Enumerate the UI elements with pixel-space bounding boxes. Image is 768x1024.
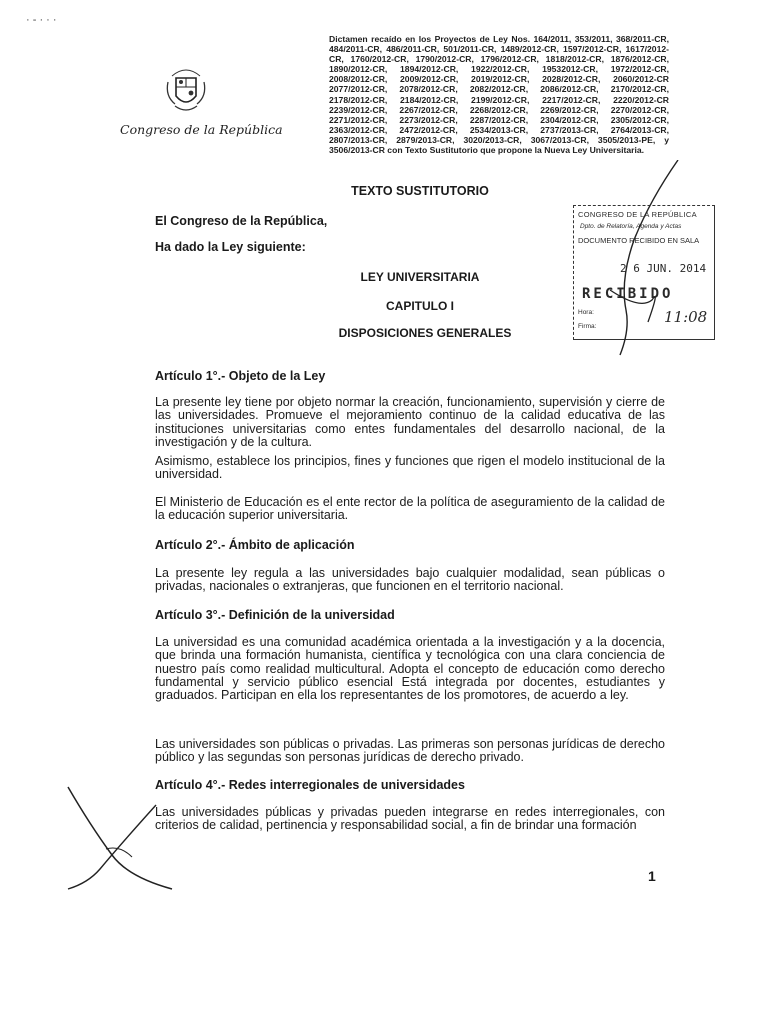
chapter-heading: CAPITULO I: [386, 299, 454, 313]
coat-of-arms-icon: [163, 62, 209, 116]
article-1-paragraph-1: La presente ley tiene por objeto normar la creación, funcionamiento, supervisión y cierre de las universidades. Promueve el mejoramiento continuo de la calidad educativa de las instituciones universitarias como entes fundamentales del desarrollo nacional, de la investigación y de la cultura.: [155, 395, 665, 449]
stamp-department: Dpto. de Relatoría, Agenda y Actas: [580, 223, 682, 230]
ley-line: Ha dado la Ley siguiente:: [155, 240, 306, 254]
stamp-time: 11:08: [664, 308, 708, 326]
stamp-firma-label: Firma:: [578, 323, 597, 330]
article-3-heading: Artículo 3°.- Definición de la universidad: [155, 608, 395, 622]
article-3-paragraph-2: Las universidades son públicas o privadas. Las primeras son personas jurídicas de derecho público y las segundas son personas jurídicas de derecho privado.: [155, 737, 665, 765]
article-1-heading: Artículo 1°.- Objeto de la Ley: [155, 369, 326, 383]
stamp-date: 2 6 JUN. 2014: [620, 262, 707, 275]
congreso-line: El Congreso de la República,: [155, 214, 328, 228]
section-heading: DISPOSICIONES GENERALES: [338, 326, 512, 340]
ley-title: LEY UNIVERSITARIA: [360, 270, 480, 284]
dictamen-reference: Dictamen recaído en los Proyectos de Ley Nos. 164/2011, 353/2011, 368/2011-CR, 484/2011-CR, 486/2011-CR, 501/2011-CR, 1489/2012-CR, 1597/2012-CR, 1617/2012-CR, 1760/2012-CR, 1790/2012-CR, 1796/2012-CR, 1818/2012-CR, 1876/2012-CR, 1890/2012-CR, 1894/2012-CR, 1922/2012-CR, 19532012-CR, 1972/2012-CR, 2008/2012-CR, 2009/2012-CR, 2019/2012-CR, 2028/2012-CR, 2060/2012-CR 2077/2012-CR, 2078/2012-CR, 2082/2012-CR, 2086/2012-CR, 2170/2012-CR, 2178/2012-CR, 2184/2012-CR, 2199/2012-CR, 2217/2012-CR, 2220/2012-CR 2239/2012-CR, 2267/2012-CR, 2268/2012-CR, 2269/2012-CR, 2270/2012-CR, 2271/2012-CR, 2273/2012-CR, 2287/2012-CR, 2304/2012-CR, 2305/2012-CR, 2363/2012-CR, 2472/2012-CR, 2534/2013-CR, 2737/2013-CR, 2764/2013-CR, 2807/2013-CR, 2879/2013-CR, 3020/2013-CR, 3067/2013-CR, 3505/2013-PE, y 3506/2013-CR con Texto Sustitutorio que propone la Nueva Ley Universitaria.: [329, 34, 669, 156]
article-1-paragraph-3: El Ministerio de Educación es el ente rector de la política de aseguramiento de la calidad de la educación superior universitaria.: [155, 495, 665, 523]
stamp-institution: CONGRESO DE LA REPÚBLICA: [578, 210, 697, 219]
stamp-recibido: RECIBIDO: [582, 286, 674, 302]
page-number: 1: [648, 868, 656, 884]
stamp-hora-label: Hora:: [578, 309, 594, 316]
stray-marks: · - · · ·: [26, 14, 57, 26]
signature-initials: [60, 785, 180, 895]
article-2-paragraph-1: La presente ley regula a las universidades bajo cualquier modalidad, sean públicas o privadas, nacionales o extranjeras, que funcionen en el territorio nacional.: [155, 566, 665, 594]
article-1-paragraph-2: Asimismo, establece los principios, fines y funciones que rigen el modelo institucional de la universidad.: [155, 454, 665, 482]
texto-sustitutorio-heading: TEXTO SUSTITUTORIO: [351, 184, 489, 198]
article-4-paragraph-1: Las universidades públicas y privadas pueden integrarse en redes interregionales, con criterios de calidad, pertinencia y responsabilidad social, a fin de brindar una formación: [155, 805, 665, 833]
institution-name: Congreso de la República: [120, 122, 283, 137]
signature-stroke-top: [590, 160, 730, 360]
article-3-paragraph-1: La universidad es una comunidad académica orientada a la investigación y a la docencia, que brinda una formación humanista, científica y tecnológica con una clara conciencia de nuestro país como realidad multicultural. Adopta el concepto de educación como derecho fundamental y servicio público esencial Está integrada por docentes, estudiantes y graduados. Participan en ella los representantes de los promotores, de acuerdo a ley.: [155, 635, 665, 703]
article-2-heading: Artículo 2°.- Ámbito de aplicación: [155, 538, 355, 552]
stamp-document-received: DOCUMENTO RECIBIDO EN SALA: [578, 236, 700, 245]
article-4-heading: Artículo 4°.- Redes interregionales de universidades: [155, 778, 465, 792]
